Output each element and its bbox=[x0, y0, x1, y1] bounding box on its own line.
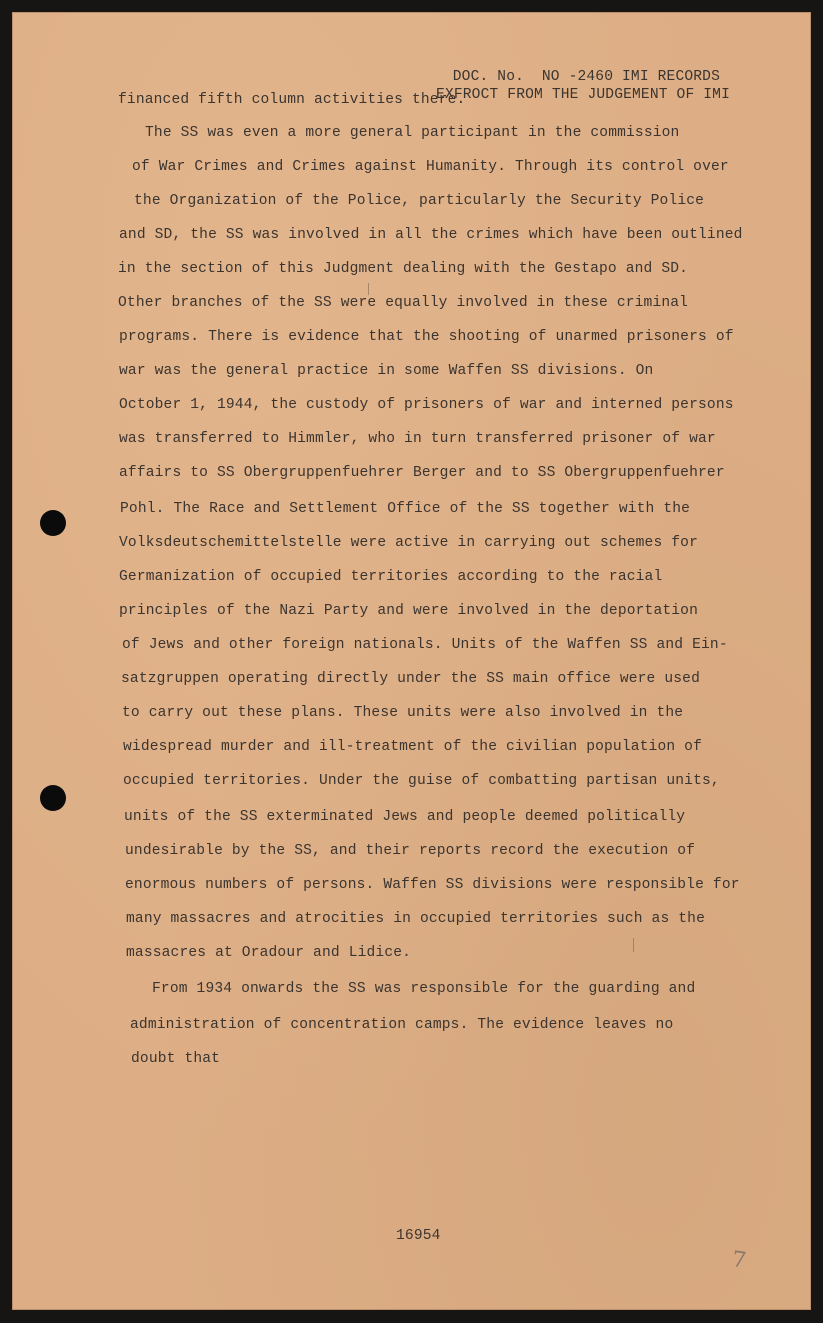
body-line: massacres at Oradour and Lidice. bbox=[126, 945, 412, 961]
body-line: the Organization of the Police, particularly the Security Police bbox=[134, 193, 705, 209]
pencil-margin-mark: 7 bbox=[730, 1247, 748, 1274]
body-line: to carry out these plans. These units were also involved in the bbox=[122, 705, 684, 721]
body-line: of War Crimes and Crimes against Humanity. Through its control over bbox=[132, 159, 729, 175]
body-line: occupied territories. Under the guise of combatting partisan units, bbox=[123, 773, 720, 789]
doc-number-line: DOC. No. NO -2460 IMI RECORDS bbox=[452, 69, 720, 85]
punch-hole bbox=[40, 785, 66, 811]
body-line: was transferred to Himmler, who in turn transferred prisoner of war bbox=[119, 431, 716, 447]
body-line: satzgruppen operating directly under the SS main office were used bbox=[121, 671, 700, 687]
extract-title-line: EXFROCT FROM THE JUDGEMENT OF IMI bbox=[436, 87, 730, 103]
body-line: units of the SS exterminated Jews and people deemed politically bbox=[124, 809, 686, 825]
body-line: Volksdeutschemittelstelle were active in carrying out schemes for bbox=[119, 535, 698, 551]
body-line: affairs to SS Obergruppenfuehrer Berger and to SS Obergruppenfuehrer bbox=[119, 465, 725, 481]
body-line: undesirable by the SS, and their reports record the execution of bbox=[125, 843, 696, 859]
body-line: enormous numbers of persons. Waffen SS divisions were responsible for bbox=[125, 877, 740, 893]
body-line: widespread murder and ill-treatment of the civilian population of bbox=[123, 739, 702, 755]
body-line: Other branches of the SS were equally involved in these criminal bbox=[118, 295, 689, 311]
body-line: Germanization of occupied territories according to the racial bbox=[119, 569, 663, 585]
document-page bbox=[12, 12, 811, 1310]
page-number: 16954 bbox=[396, 1228, 441, 1244]
body-line: doubt that bbox=[131, 1051, 221, 1067]
body-line: principles of the Nazi Party and were involved in the deportation bbox=[119, 603, 698, 619]
body-line: financed fifth column activities there. bbox=[118, 92, 466, 108]
body-line: and SD, the SS was involved in all the crimes which have been outlined bbox=[119, 227, 743, 243]
body-line: many massacres and atrocities in occupied territories such as the bbox=[126, 911, 705, 927]
body-line: programs. There is evidence that the shooting of unarmed prisoners of bbox=[119, 329, 734, 345]
body-line: Pohl. The Race and Settlement Office of the SS together with the bbox=[120, 501, 691, 517]
body-line: From 1934 onwards the SS was responsible for the guarding and bbox=[152, 981, 696, 997]
body-line: war was the general practice in some Waffen SS divisions. On bbox=[119, 363, 654, 379]
body-line: administration of concentration camps. The evidence leaves no bbox=[130, 1017, 674, 1033]
body-line: October 1, 1944, the custody of prisoners of war and interned persons bbox=[119, 397, 734, 413]
punch-hole bbox=[40, 510, 66, 536]
body-line: The SS was even a more general participant in the commission bbox=[145, 125, 680, 141]
body-line: in the section of this Judgment dealing with the Gestapo and SD. bbox=[118, 261, 689, 277]
stray-ink-mark bbox=[368, 283, 369, 295]
body-line: of Jews and other foreign nationals. Units of the Waffen SS and Ein- bbox=[122, 637, 728, 653]
stray-ink-mark bbox=[633, 938, 634, 952]
